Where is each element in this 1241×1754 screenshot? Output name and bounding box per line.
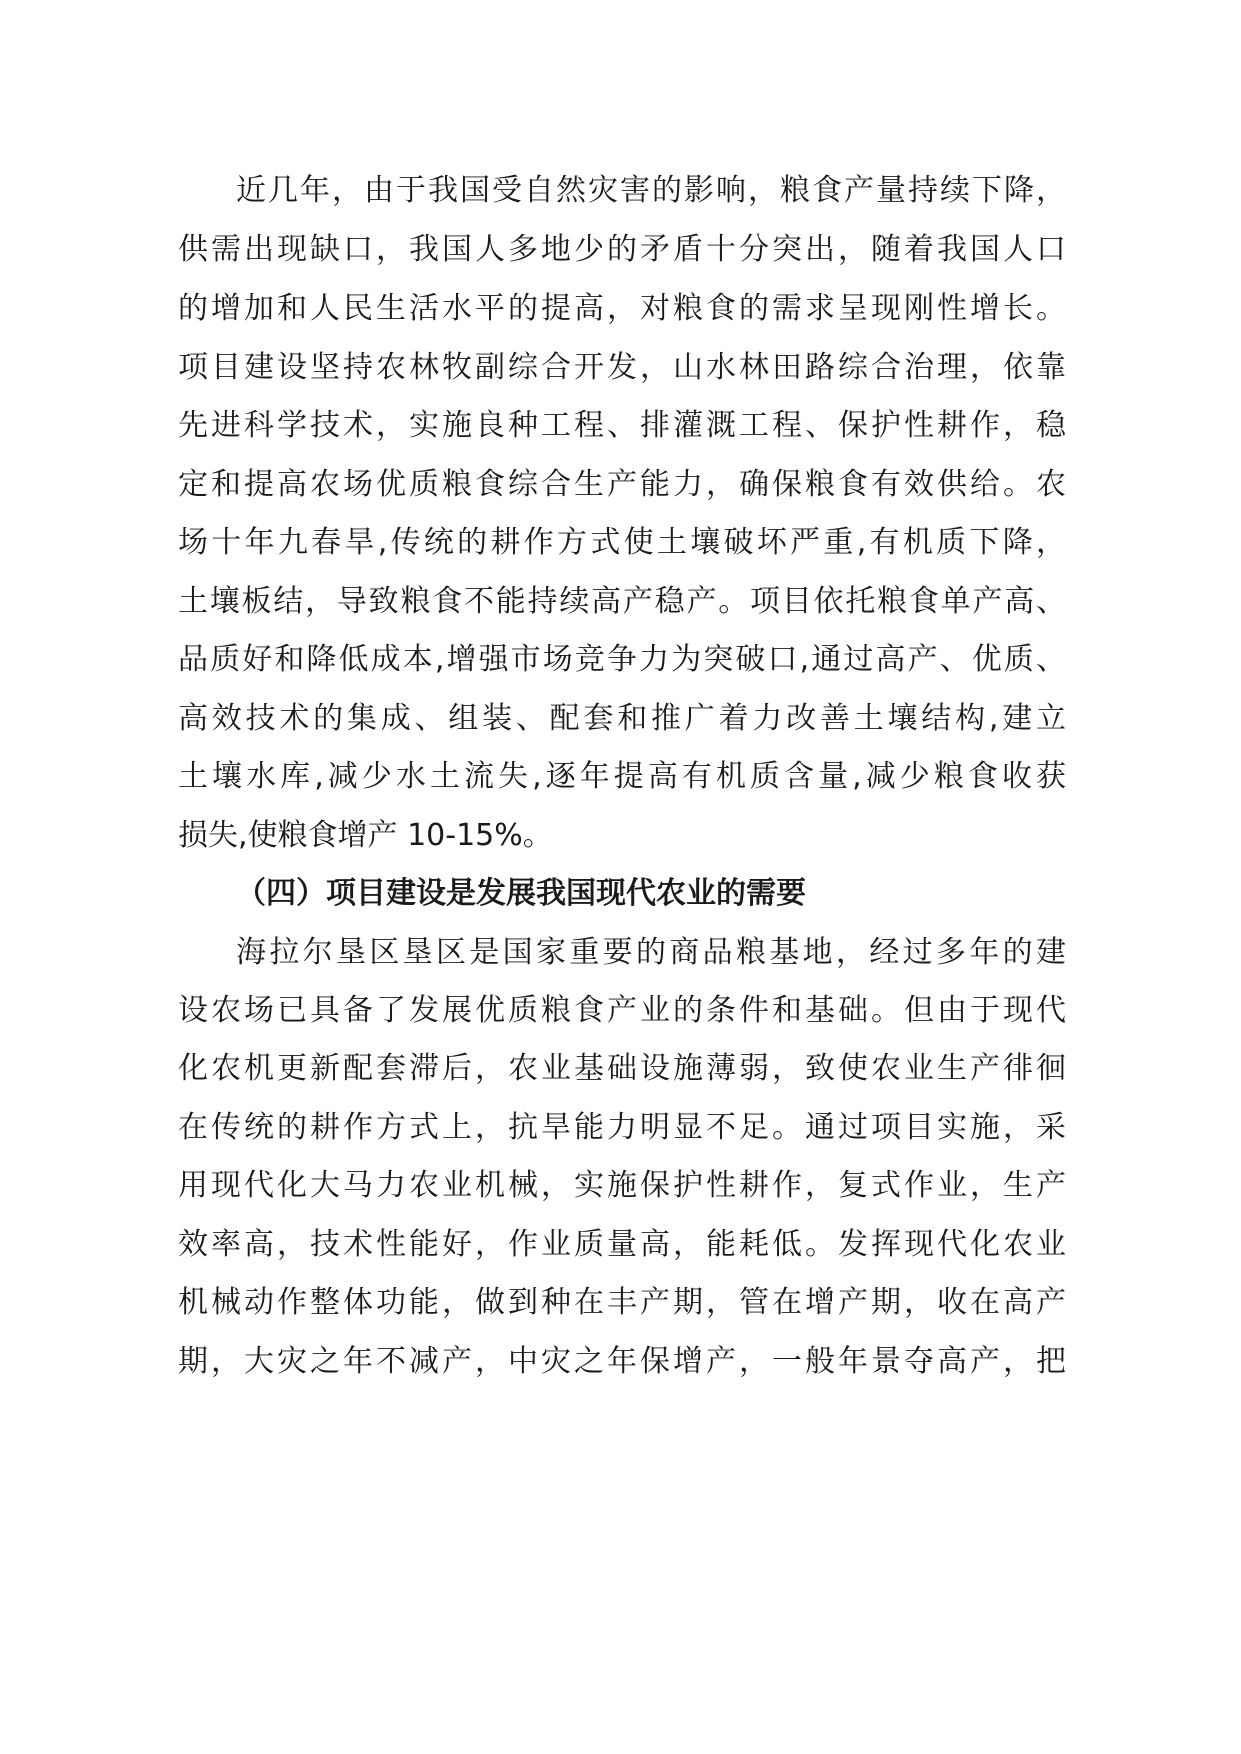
paragraph-2-line-8: 期，大灾之年不减产，中灾之年保增产，一般年景夺高产，把 <box>178 1344 1066 1379</box>
paragraph-1-line-4: 项目建设坚持农林牧副综合开发，山水林田路综合治理，依靠 <box>178 350 1066 385</box>
paragraph-2-line-6: 效率高，技术性能好，作业质量高，能耗低。发挥现代化农业 <box>178 1227 1066 1262</box>
paragraph-1-line-9: 品质好和降低成本,增强市场竞争力为突破口,通过高产、优质、 <box>178 642 1066 677</box>
paragraph-1-line-7: 场十年九春旱,传统的耕作方式使土壤破坏严重,有机质下降， <box>178 525 1066 560</box>
paragraph-2-line-2: 设农场已具备了发展优质粮食产业的条件和基础。但由于现代 <box>178 993 1066 1028</box>
paragraph-1-line-12: 损失,使粮食增产 10-15%。 <box>178 818 553 853</box>
paragraph-1-line-11: 土壤水库,减少水土流失,逐年提高有机质含量,减少粮食收获 <box>178 759 1066 794</box>
section-heading: （四）项目建设是发展我国现代农业的需要 <box>236 876 806 911</box>
paragraph-1-line-2: 供需出现缺口，我国人多地少的矛盾十分突出，随着我国人口 <box>178 232 1066 267</box>
paragraph-2-line-5: 用现代化大马力农业机械，实施保护性耕作，复式作业，生产 <box>178 1168 1066 1203</box>
paragraph-1-line-6: 定和提高农场优质粮食综合生产能力，确保粮食有效供给。农 <box>178 467 1066 502</box>
paragraph-1-line-5: 先进科学技术，实施良种工程、排灌溉工程、保护性耕作，稳 <box>178 408 1066 443</box>
paragraph-1-line-1: 近几年，由于我国受自然灾害的影响，粮食产量持续下降， <box>236 173 1066 208</box>
paragraph-2-line-7: 机械动作整体功能，做到种在丰产期，管在增产期，收在高产 <box>178 1285 1066 1320</box>
paragraph-1-line-10: 高效技术的集成、组装、配套和推广着力改善土壤结构,建立 <box>178 701 1066 736</box>
paragraph-1-line-3: 的增加和人民生活水平的提高，对粮食的需求呈现刚性增长。 <box>178 291 1066 326</box>
paragraph-2-line-1: 海拉尔垦区垦区是国家重要的商品粮基地，经过多年的建 <box>236 935 1066 970</box>
paragraph-1-line-8: 土壤板结，导致粮食不能持续高产稳产。项目依托粮食单产高、 <box>178 584 1066 619</box>
paragraph-2-line-4: 在传统的耕作方式上，抗旱能力明显不足。通过项目实施，采 <box>178 1110 1066 1145</box>
paragraph-2-line-3: 化农机更新配套滞后，农业基础设施薄弱，致使农业生产徘徊 <box>178 1051 1066 1086</box>
